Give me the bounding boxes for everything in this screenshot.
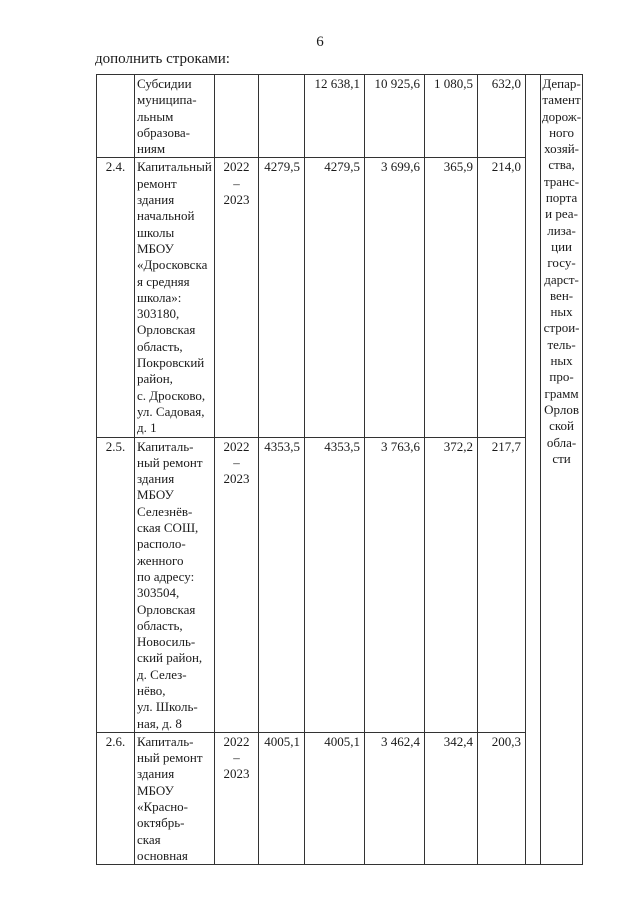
row-col6: 3 462,4	[365, 732, 425, 864]
empty-column	[526, 75, 541, 865]
row-number: 2.4.	[97, 158, 135, 437]
row-col7: 1 080,5	[425, 75, 478, 158]
row-col4: 4279,5	[259, 158, 305, 437]
row-number	[97, 75, 135, 158]
row-col5: 4353,5	[305, 437, 365, 732]
row-col4: 4353,5	[259, 437, 305, 732]
table-row	[97, 437, 583, 732]
row-col7: 372,2	[425, 437, 478, 732]
row-col4: 4005,1	[259, 732, 305, 864]
intro-text: дополнить строками:	[95, 51, 230, 67]
department-cell: Депар- тамент дорож- ного хозяй- ства, транс- порта и реа- лиза- ции госу- дарст- вен- ных строи- тель- ных про- грамм Орлов ской обла- сти	[541, 75, 583, 865]
row-col5: 4005,1	[305, 732, 365, 864]
row-col8: 200,3	[478, 732, 526, 864]
row-col8: 217,7	[478, 437, 526, 732]
table-row	[97, 158, 583, 437]
row-name: Капитальный ремонт здания начальной школы МБОУ «Дросковска я средняя школа»: 303180, Орловская область, Покровский район, с. Дросково, ул. Садовая, д. 1	[135, 158, 215, 437]
row-col6: 3 763,6	[365, 437, 425, 732]
row-col5: 4279,5	[305, 158, 365, 437]
row-years: 2022 – 2023	[215, 437, 259, 732]
row-col8: 214,0	[478, 158, 526, 437]
row-years: 2022 – 2023	[215, 158, 259, 437]
row-number: 2.6.	[97, 732, 135, 864]
row-col7: 342,4	[425, 732, 478, 864]
table-row	[97, 732, 583, 864]
row-col5: 12 638,1	[305, 75, 365, 158]
row-years: 2022 – 2023	[215, 732, 259, 864]
row-col7: 365,9	[425, 158, 478, 437]
row-number: 2.5.	[97, 437, 135, 732]
row-name: Капиталь- ный ремонт здания МБОУ «Красно- октябрь- ская основная	[135, 732, 215, 864]
row-name: Субсидии муниципа- льным образова- ниям	[135, 75, 215, 158]
row-col6: 3 699,6	[365, 158, 425, 437]
page-number: 6	[316, 34, 324, 50]
funding-table	[96, 74, 583, 865]
row-col6: 10 925,6	[365, 75, 425, 158]
row-years	[215, 75, 259, 158]
row-col4	[259, 75, 305, 158]
row-col8: 632,0	[478, 75, 526, 158]
table-row	[97, 75, 583, 158]
row-name: Капиталь- ный ремонт здания МБОУ Селезнёв- ская СОШ, располо- женного по адресу: 303504, Орловская область, Новосиль- ский район, д. Селез- нёво, ул. Школь- ная, д. 8	[135, 437, 215, 732]
